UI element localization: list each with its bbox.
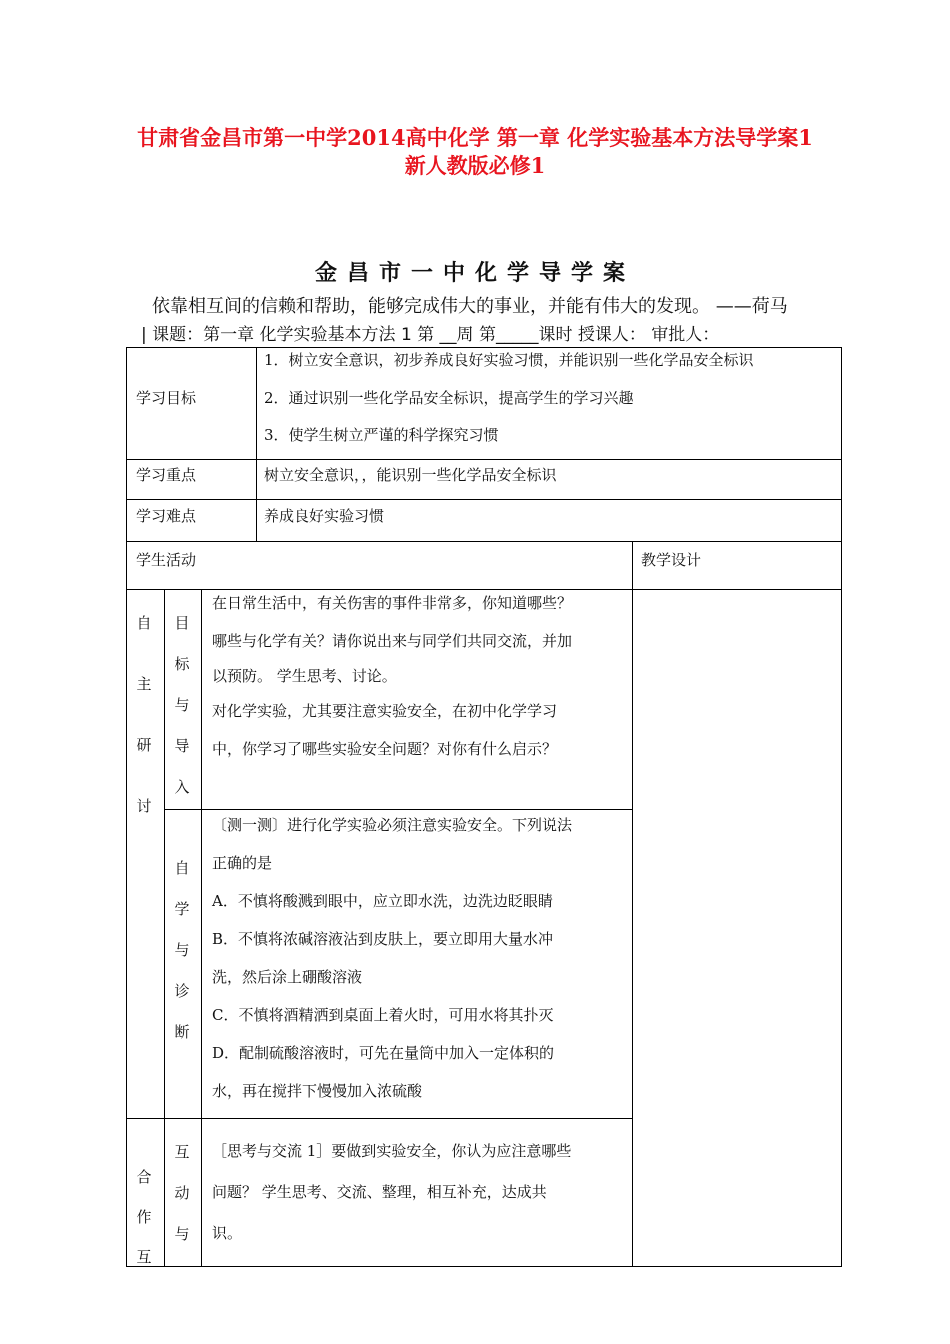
quiz-option: D．配制硫酸溶液时，可先在量筒中加入一定体积的 bbox=[212, 1044, 555, 1062]
discussion-line: 问题？ 学生思考、交流、整理，相互补充，达成共 bbox=[212, 1183, 547, 1201]
table-col-divider bbox=[164, 589, 165, 1267]
quiz-paragraph bbox=[212, 806, 572, 1110]
intro-line: 哪些与化学有关？请你说出来与同学们共同交流，并加 bbox=[212, 632, 573, 650]
sub-label-char: 诊 bbox=[174, 982, 190, 1000]
intro-line: 中，你学习了哪些实验安全问题？对你有什么启示？ bbox=[212, 740, 558, 758]
quiz-option: C．不慎将酒精洒到桌面上着火时，可用水将其扑灭 bbox=[212, 1006, 554, 1024]
sub-label-char: 学 bbox=[174, 900, 190, 918]
page-heading: 金昌市一中化学导学案 bbox=[314, 261, 635, 286]
sub-label-char: 入 bbox=[174, 778, 190, 796]
sub-label-char: 标 bbox=[174, 655, 190, 673]
quiz-line: 正确的是 bbox=[212, 854, 273, 872]
table-col-divider bbox=[201, 589, 202, 1267]
section-label-char: 讨 bbox=[136, 797, 152, 815]
intro-paragraph bbox=[212, 584, 572, 768]
table-row-divider bbox=[126, 499, 842, 500]
sub-label-char: 导 bbox=[174, 737, 190, 755]
activity-label: 学生活动 bbox=[136, 551, 197, 569]
sub-label-char: 动 bbox=[174, 1184, 190, 1202]
discussion-line: ［思考与交流 1］要做到实验安全，你认为应注意哪些 bbox=[212, 1142, 572, 1160]
table-col-divider bbox=[632, 541, 633, 1267]
difficult-label: 学习难点 bbox=[136, 507, 197, 525]
goal-item: 2．通过识别一些化学品安全标识，提高学生的学习兴趣 bbox=[264, 389, 634, 407]
quiz-line: 〔测一测〕进行化学实验必须注意实验安全。下列说法 bbox=[212, 816, 573, 834]
table-border-top bbox=[126, 347, 842, 348]
section-label-char: 合 bbox=[136, 1168, 152, 1186]
section-label-char: 作 bbox=[136, 1208, 152, 1226]
section-label-char: 研 bbox=[136, 736, 152, 754]
table-row-divider bbox=[126, 459, 842, 460]
intro-line: 对化学实验，尤其要注意实验安全，在初中化学学习 bbox=[212, 702, 558, 720]
topic-line: | 课题：第一章 化学实验基本方法 1 第 __周 第_____课时 授课人： 审批人： bbox=[141, 325, 720, 345]
sub-label-char: 目 bbox=[174, 614, 190, 632]
sub-self-diagnosis-label bbox=[172, 857, 192, 1062]
document-title-line-2: 新人教版必修1 bbox=[404, 153, 546, 178]
sub-label-char: 与 bbox=[174, 696, 190, 714]
quiz-line: 洗，然后涂上硼酸溶液 bbox=[212, 968, 363, 986]
motto: 依靠相互间的信赖和帮助，能够完成伟大的事业，并能有伟大的发现。 ——荷马 bbox=[152, 296, 788, 317]
quiz-line: 水，再在搅拌下慢慢加入浓硫酸 bbox=[212, 1082, 423, 1100]
design-label: 教学设计 bbox=[641, 551, 702, 569]
sub-label-char: 与 bbox=[174, 1225, 190, 1243]
section-cooperation-label bbox=[134, 1166, 154, 1286]
key-label: 学习重点 bbox=[136, 466, 197, 484]
sub-label-char: 自 bbox=[174, 859, 190, 877]
section-label-char: 互 bbox=[136, 1248, 152, 1266]
sub-label-char: 与 bbox=[174, 941, 190, 959]
discussion-paragraph bbox=[212, 1131, 571, 1254]
difficult-text: 养成良好实验习惯 bbox=[264, 507, 385, 525]
quiz-option: B．不慎将浓碱溶液沾到皮肤上，要立即用大量水冲 bbox=[212, 930, 554, 948]
intro-line: 以预防。 学生思考、讨论。 bbox=[212, 667, 397, 685]
goals-label: 学习目标 bbox=[136, 389, 197, 407]
intro-line: 在日常生活中，有关伤害的事件非常多，你知道哪些？ bbox=[212, 594, 573, 612]
quiz-option: A．不慎将酸溅到眼中，应立即水洗，边洗边眨眼睛 bbox=[212, 892, 553, 910]
sub-label-char: 断 bbox=[174, 1023, 190, 1041]
sub-label-char: 互 bbox=[174, 1143, 190, 1161]
discussion-line: 识。 bbox=[212, 1224, 243, 1242]
goal-item: 1．树立安全意识，初步养成良好实验习惯，并能识别一些化学品安全标识 bbox=[264, 351, 754, 369]
table-row-divider bbox=[126, 541, 842, 542]
key-text: 树立安全意识，，能识别一些化学品安全标识 bbox=[264, 466, 557, 484]
sub-goal-intro-label bbox=[172, 612, 192, 817]
document-title-line-1: 甘肃省金昌市第一中学2014高中化学 第一章 化学实验基本方法导学案1 bbox=[137, 125, 813, 150]
section-label-char: 自 bbox=[136, 614, 152, 632]
section-self-study-label bbox=[134, 612, 154, 856]
table-border-right bbox=[841, 347, 842, 1267]
table-col-divider bbox=[256, 347, 257, 541]
table-border-bottom bbox=[126, 1266, 842, 1267]
table-border-left bbox=[126, 347, 127, 1267]
section-label-char: 主 bbox=[136, 675, 152, 693]
sub-interaction-label bbox=[172, 1141, 192, 1264]
goal-item: 3．使学生树立严谨的科学探究习惯 bbox=[264, 426, 499, 444]
